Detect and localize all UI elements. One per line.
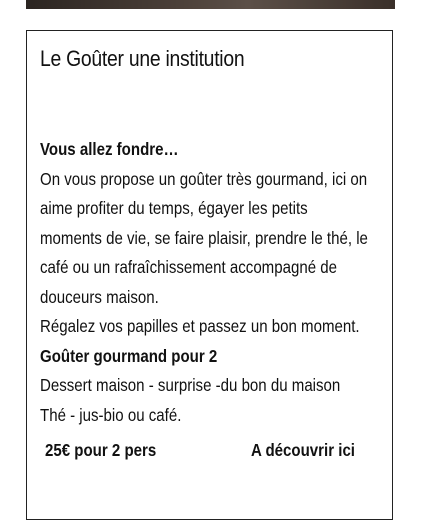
discover-link[interactable]: A découvrir ici — [251, 440, 355, 460]
price-label: 25€ pour 2 pers — [45, 440, 157, 460]
description-line: café ou un rafraîchissement accompagné de — [40, 257, 337, 277]
card-title: Le Goûter une institution — [40, 46, 245, 71]
description-line: On vous propose un goûter très gourmand, ici on — [40, 168, 368, 189]
offer-line: Thé - jus-bio ou café. — [40, 404, 182, 425]
description-line: moments de vie, se faire plaisir, prendre le thé, le — [40, 227, 368, 248]
card-footer — [45, 437, 375, 463]
goûter-card — [26, 30, 393, 520]
offer-line: Dessert maison - surprise -du bon du maison — [40, 375, 341, 395]
offer-heading: Goûter gourmand pour 2 — [40, 345, 218, 366]
header-photo — [26, 0, 395, 9]
description-line: douceurs maison. — [40, 286, 159, 307]
description-line: aime profiter du temps, égayer les petits — [40, 198, 308, 218]
description-line: Régalez vos papilles et passez un bon moment. — [40, 316, 360, 336]
intro-heading: Vous allez fondre… — [40, 139, 179, 159]
card-content — [40, 135, 420, 430]
